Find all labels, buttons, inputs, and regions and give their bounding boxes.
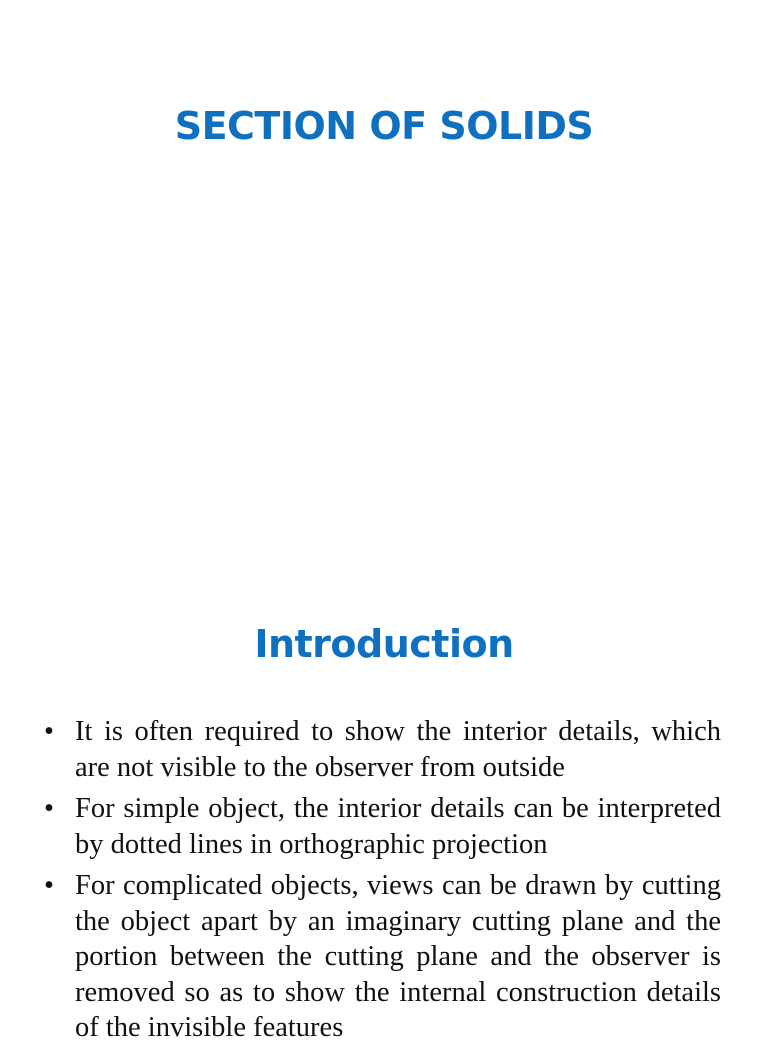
bullet-item-1: [44, 714, 721, 785]
bullet-dot-icon: •: [44, 716, 54, 747]
bullet-dot-icon: •: [44, 870, 54, 901]
slide-title: SECTION OF SOLIDS: [174, 104, 594, 148]
bullet-item-3: [44, 868, 721, 1046]
bullet-dot-icon: •: [44, 793, 54, 824]
bullet-text-2: For simple object, the interior details can be interpreted by dotted lines in orthographic projection: [75, 793, 721, 860]
bullet-text-1: It is often required to show the interior details, which are not visible to the observer from outside: [75, 716, 721, 783]
intro-bullet-list: [44, 714, 721, 1052]
bullet-text-3: For complicated objects, views can be drawn by cutting the object apart by an imaginary cutting plane and the portion between the cutting plane and the observer is removed so as to show the internal construction details of the invisible features: [75, 870, 721, 1043]
bullet-item-2: [44, 791, 721, 862]
introduction-heading: Introduction: [254, 622, 514, 666]
